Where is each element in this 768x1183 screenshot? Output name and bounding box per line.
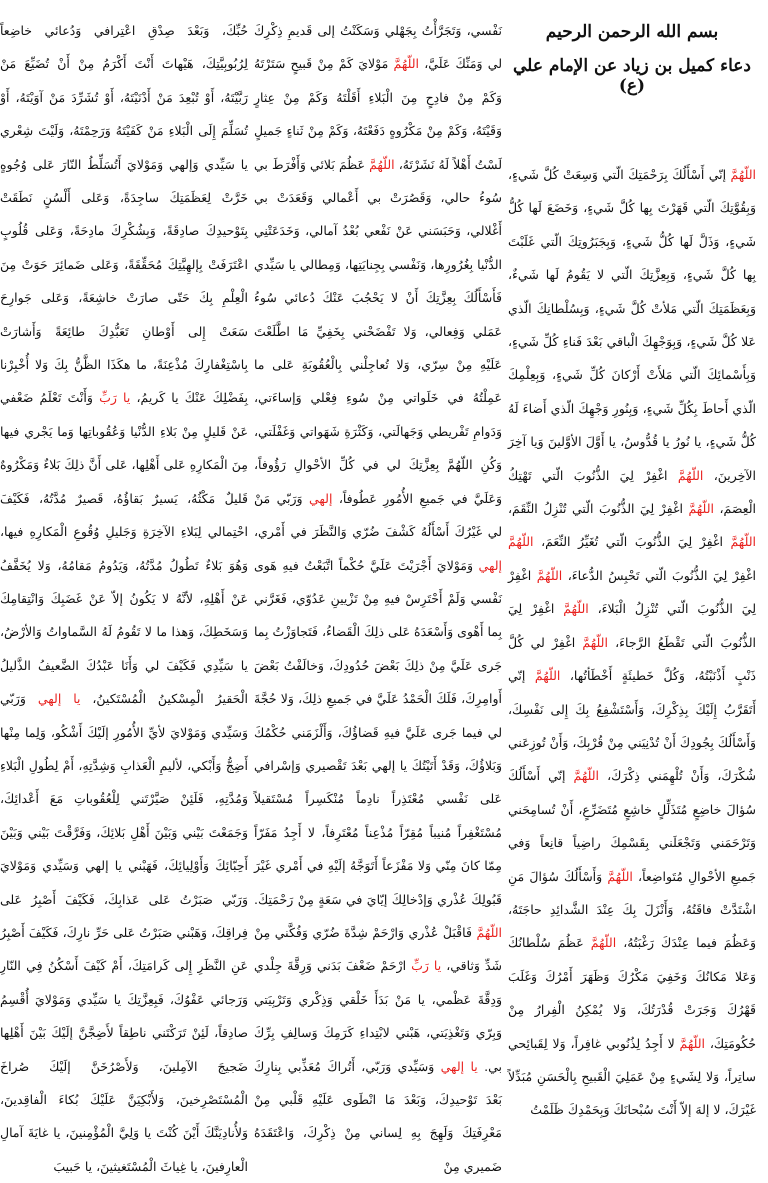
document-header	[508, 14, 756, 96]
prayer-text-segment: عَظُمَ بَلائي وَأَفْرَطَ بي سُوءُ حالي، وَقَصُرَتْ بي أَعْمالي وَقَعَدَتْ بي أَغْلالي، وَحَبَسَني عَنْ نَفْعي بُعْدُ آمالي، وَخَدَعَتْنِي الدُّنْيا بِغُرُورِها، وَنَفْسي بِجِنايَتِها، وَمِطالي يا سَيِّدي فَأَسْأَلُكَ بِعِزَّتِكَ أَنْ لا يَحْجُبَ عَنْكَ دُعائي سُوءُ عَمَلي وَفِعالي، وَلا تَفْضَحْني بِخَفِيِّ مَا اطَّلَعْتَ عَلَيْهِ مِنْ سِرّي، وَلا تُعاجِلْني بِالْعُقُوبَةِ عَلى ما عَمِلْتُهُ في خَلَواتي مِنْ سُوءِ فِعْلي وَإساءَتي، وَدَوامِ تَفْريطي وَجَهالَتي، وَكَثْرَةِ شَهَواتي وَغَفْلَتي، وَكُنِ	[254, 156, 502, 473]
prayer-text-segment: بِعِزَّتِكَ لي في كُلِّ الأحْوالِ رَؤُوفاً، وَعَلَيَّ في جَميعِ الأُمُورِ عَطُوفاً،	[254, 457, 502, 506]
invocation-highlight: إلهي	[308, 490, 333, 506]
prayer-text-segment: فَاقْبَلْ عُذْري وَارْحَمْ شِدَّةَ ضُرّي وَفُكَّني مِنْ شَدِّ وَثاقي،	[254, 924, 503, 974]
invocation-highlight: يا إلهي	[37, 691, 81, 707]
prayer-text-segment: لا أَجِدُ لِذُنُوبي غافِراً، وَلا لِقَبائِحي ساتِراً، وَلا لِشَيءٍ مِنْ عَمَلِيَ الْقَبيحِ بِالْحَسَنِ مُبَدِّلاً غَيْرَكَ، لا إلهَ إلاّ أَنْتَ سُبْحانَكَ وَبِحَمْدِكَ ظَلَمْتُ	[508, 1035, 756, 1118]
prayer-text-segment: إنّي أَسْأَلُكَ سُؤالَ خاضِعٍ مُتَذَلِّلٍ خاشِعٍ مُتَضَرِّعٍ، أَنْ تُسامِحَني وَتَرْحَمَني وَتَجْعَلَني بِقَسْمِكَ راضِياً قانِعاً وَفي جَميعِ الأحْوالِ مُتَواضِعاً،	[508, 768, 756, 884]
invocation-highlight: اللّهُمَّ	[730, 167, 756, 182]
invocation-highlight: اللّهُمَّ	[607, 868, 633, 884]
invocation-highlight: اللّهُمَّ	[730, 534, 756, 550]
prayer-text-segment: اغْفِرْ لِيَ الذُّنُوبَ الّتي تَقْطَعُ الرَّجاءَ،	[508, 601, 757, 650]
page-title: دعاء كميل بن زياد عن الإمام علي (ع)	[513, 56, 751, 96]
basmala: بسم الله الرحمن الرحيم	[545, 22, 719, 42]
prayer-text-segment: اغْفِرْ لي كُلَّ ذَنْبٍ أَذْنَبْتُهُ، وَكُلَّ خَطيئَةٍ أَخْطَأتُها،	[508, 634, 756, 684]
invocation-highlight: اللّهُمَّ	[508, 534, 534, 550]
prayer-text-segment: حُبِّكَ، وَبَعْدَ صِدْقِ اعْتِرافي وَدُعائي خاضِعاً لِرُبُوبِيَّتِكَ، هَيْهاتَ أَنْتَ أَكْرَمُ مِنْ أَنْ تُضَيِّعَ مَنْ رَبَّيْتَهُ، أَوْ تُبْعِدَ مَنْ أَدْنَيْتَهُ، أَوْ تُشَرِّدَ مَنْ آوَيْتَهُ، أَوْ تُسَلِّمَ إِلَى الْبَلاءِ مَنْ كَفَيْتَهُ وَرَحِمْتَهُ، وَلَيْتَ شِعْري يا سَيِّدي وَإلهي وَمَوْلايَ أَتُسَلِّطُ النّارَ عَلى وُجُوهٍ خَرَّتْ لِعَظَمَتِكَ ساجِدَةً، وَعَلى أَلْسُنٍ نَطَقَتْ بِتَوْحيدِكَ صادِقَةً، وَبِشُكْرِكَ مادِحَةً، وَعَلى قُلُوبٍ اعْتَرَفَتْ بِإلهِيَّتِكَ مُحَقِّقَةً، وَعَلى ضَمائِرَ حَوَتْ مِنَ الْعِلْمِ بِكَ حَتّى صارَتْ خاشِعَةً، وَعَلى جَوارِحَ سَعَتْ إِلى أَوْطانِ تَعَبُّدِكَ طائِعَةً وَأَشارَتْ بِاسْتِغْفارِكَ مُذْعِنَةً، ما هكَذَا الظَّنُّ بِكَ وَلا أُخْبِرْنا بِفَضْلِكَ عَنْكَ يا كَريمُ،	[0, 23, 248, 406]
prayer-text-segment: وَسَيِّدي وَرَبّي، أَتُراكَ مُعَذِّبي بِنارِكَ بَعْدَ تَوْحيدِكَ، وَبَعْدَ مَا انْطَوى عَلَيْهِ قَلْبي مِنْ مَعْرِفَتِكَ وَلَهِجَ بِهِ لِساني مِنْ ذِكْرِكَ، وَاعْتَقَدَهُ ضَميري مِنْ	[254, 1058, 502, 1174]
prayer-text-segment: اغْفِرْ لِيَ الذُّنُوبَ الّتي تَهْتِكُ الْعِصَمَ،	[508, 467, 756, 517]
prayer-text-segment: اغْفِرْ لِيَ الذُّنُوبَ الّتي تَحْبِسُ الدُّعاءَ،	[562, 567, 756, 583]
invocation-highlight: إلهي	[478, 557, 502, 573]
invocation-highlight: اللّهُمَّ	[369, 156, 395, 172]
column-middle	[254, 14, 502, 1183]
invocation-highlight: اللّهُمَّ	[688, 501, 714, 517]
prayer-text-column-2	[254, 14, 502, 1183]
invocation-highlight: يا إلهي	[440, 1058, 478, 1074]
invocation-highlight: اللّهُمَّ	[679, 1035, 706, 1051]
prayer-text-segment: وَأَسْأَلُكَ سُؤالَ مَنِ اشْتَدَّتْ فاقَتُهُ، وَأَنْزَلَ بِكَ عِنْدَ الشَّدائِدِ حاجَتَهُ، وَعَظُمَ فيما عِنْدَكَ رَغْبَتُهُ،	[508, 868, 756, 951]
prayer-text-column-3	[0, 14, 248, 1183]
invocation-highlight: اللّهُمَّ	[476, 924, 502, 940]
invocation-highlight: اللّهُمَّ	[677, 467, 704, 483]
prayer-text-segment: وَرَبّي وَسَيِّدي وَمَوْلايَ لأيِّ الأُمُورِ إلَيْكَ أَشْكُو، وَلِما مِنْها أَضِجُّ وَأَبْكي، لأليمِ الْعَذابِ وَشِدَّتِهِ، أَمْ لِطُولِ الْبَلاءِ وَمُدَّتِهِ، فَلَئِنْ صَيَّرْتَني لِلْعُقُوباتِ مَعَ أَعْدائِكَ، وَجَمَعْتَ بَيْني وَبَيْنَ أَهْلِ بَلائِكَ، وَفَرَّقْتَ بَيْني وَبَيْنَ أَحِبّائِكَ وَأَوْلِيائِكَ، فَهَبْني يا إلهي وَسَيِّدي وَمَوْلايَ وَرَبّي صَبَرْتُ عَلى عَذابِكَ، فَكَيْفَ أَصْبِرُ عَلى فِراقِكَ، وَهَبْني صَبَرْتُ عَلى حَرِّ نارِكَ، فَكَيْفَ أَصْبِرُ عَنِ النَّظَرِ إِلى كَرامَتِكَ، أَمْ كَيْفَ أَسْكُنُ فِي النّارِ وَرَجائي عَفْوُكَ، فَبِعِزَّتِكَ يا سَيِّدي وَمَوْلايَ أُقْسِمُ صادِقاً، لَئِنْ تَرَكْتَني ناطِقاً لأَضِجَّنَّ إلَيْكَ بَيْنَ أَهْلِها ضَجيجَ الآمِلينَ، وَلأَصْرُخَنَّ إلَيْكَ صُراخَ الْمُسْتَصْرِخينَ، وَلأَبْكِيَنَّ عَلَيْكَ بُكاءَ الْفاقِدينَ، وَلأُنادِيَنَّكَ أَيْنَ كُنْتَ يا وَلِيَّ الْمُؤْمِنينَ، يا غايَةَ آمالِ الْعارِفينَ، يا غِياثَ الْمُسْتَغيثينَ، يا حَبيبَ	[0, 691, 248, 1174]
prayer-text-segment: ارْحَمْ ضَعْفَ بَدَني وَرِقَّةَ جِلْدي وَدِقَّةَ عَظْمي، يا مَنْ بَدَأَ خَلْقي وَذِكْري وَتَرْبِيَتي وَبِرّي وَتَغْذِيَتي، هَبْني لابْتِداءِ كَرَمِكَ وَسالِفِ بِرِّكَ بي.	[254, 958, 502, 1074]
prayer-text-segment: عَظُمَ سُلْطانُكَ وَعَلا مَكانُكَ وَخَفِيَ مَكْرُكَ وَظَهَرَ أَمْرُكَ وَغَلَبَ قَهْرُكَ وَجَرَتْ قُدْرَتُكَ، وَلا يُمْكِنُ الْفِرارُ مِنْ حُكُومَتِكَ،	[508, 935, 756, 1051]
prayer-text-segment: وَرَبّي مَنْ لي غَيْرُكَ أَسْأَلُهُ كَشْفَ ضُرّي وَالنَّظَرَ في أَمْري،	[254, 490, 502, 540]
prayer-text-segment: اغْفِرْ لِيَ الذُّنُوبَ الّتي تُغَيِّرُ النِّعَمَ،	[533, 534, 731, 550]
prayer-text-segment: مَوْلايَ كَمْ مِنْ قَبيحٍ سَتَرْتَهُ وَكَمْ مِنْ فادِحٍ مِنَ الْبَلاءِ أَقَلْتَهُ وَكَمْ مِنْ عِثارٍ وَقَيْتَهُ، وَكَمْ مِنْ مَكْرُوهٍ دَفَعْتَهُ، وَكَمْ مِنْ ثَناءٍ جَميلٍ لَسْتُ أَهْلاً لَهُ نَشَرْتَهُ،	[254, 56, 502, 172]
invocation-highlight: اللّهُمَّ	[536, 567, 563, 583]
prayer-text-segment: اللّهُمَّ	[447, 457, 473, 473]
invocation-highlight: اللّهُمَّ	[534, 668, 561, 684]
prayer-text-column-1	[508, 158, 756, 1127]
invocation-highlight: اللّهُمَّ	[582, 634, 608, 650]
invocation-highlight: اللّهُمَّ	[590, 935, 617, 951]
invocation-highlight: اللّهُمَّ	[393, 56, 420, 72]
prayer-text-segment: نَفْسي، وَتَجَرَّأْتُ بِجَهْلي وَسَكَنْتُ إلى قَديمِ ذِكْرِكَ لي وَمَنِّكَ عَلَيَّ،	[254, 23, 502, 72]
prayer-text-segment: وَأَنْتَ تَعْلَمُ ضَعْفي عَنْ قَليلٍ مِنْ بَلاءِ الدُّنْيا وَعُقُوباتِها وَما يَجْري فيها مِنَ الْمَكارِهِ عَلى أَهْلِها، عَلى أَنَّ ذلِكَ بَلاءٌ وَمَكْرُوهٌ قَليلٌ مَكْثُهُ، يَسيرٌ بَقاؤُهُ، قَصيرٌ مُدَّتُهُ، فَكَيْفَ احْتِمالي لِبَلاءِ الآخِرَةِ وَجَليلِ وُقُوعِ الْمَكارِهِ فيها، وَهُوَ بَلاءٌ تَطُولُ مُدَّتُهُ، وَيَدُومُ مَقامُهُ، وَلا يُخَفَّفُ عَنْ أَهْلِهِ، لأنَّهُ لا يَكُونُ إلاّ عَنْ غَضَبِكَ وَانْتِقامِكَ وَسَخَطِكَ، وَهذا ما لا تَقُومُ لَهُ السَّماواتُ وَالأرْضُ، يا سَيِّدِي فَكَيْفَ لي وَأَنَا عَبْدُكَ الضَّعيفُ الذَّليلُ الْحَقيرُ الْمِسْكينُ الْمُسْتَكينُ،	[0, 390, 248, 707]
column-left	[0, 14, 248, 1183]
prayer-text-segment: اغْفِرْ لِيَ الذُّنُوبَ الّتي تُنْزِلُ الْبَلاءَ،	[508, 567, 756, 617]
prayer-text-segment: إنّي أَسْأَلُكَ بِرَحْمَتِكَ الّتي وَسِعَتْ كُلَّ شَيءٍ، وَبِقُوَّتِكَ الّتي قَهَرْتَ بِها كُلَّ شَيءٍ، وَخَضَعَ لَها كُلُّ شَيءٍ، وَذَلَّ لَها كُلُّ شَيءٍ، وَبِجَبَرُوتِكَ الّتي غَلَبْتَ بِها كُلَّ شَيءٍ، وَبِعِزَّتِكَ الّتي لا يَقُومُ لَها شَيءٌ، وَبِعَظَمَتِكَ الّتي مَلأتْ كُلَّ شَيءٍ، وَبِسُلْطانِكَ الّذي عَلا كُلَّ شَيءٍ، وَبِوَجْهِكَ الْباقي بَعْدَ فَناءِ كُلِّ شَيءٍ، وَبِأَسْمائِكَ الّتي مَلأَتْ أَرْكانَ كُلِّ شَيءٍ، وَبِعِلْمِكَ الّذي أَحاطَ بِكُلِّ شَيءٍ، وَبِنُورِ وَجْهِكَ الّذي أَضاءَ لَهُ كُلُّ شَيءٍ، يا نُورُ يا قُدُّوسُ، يا أَوَّلَ الأوَّلينَ وَيا آخِرَ الآخِرينَ،	[508, 167, 756, 483]
prayer-text-segment: اغْفِرْ لِيَ الذُّنُوبَ الّتي تُنْزِلُ النِّقَمَ،	[508, 501, 689, 517]
invocation-highlight: يا رَبِّ	[411, 958, 442, 974]
prayer-text-segment: وَمَوْلايَ أَجْرَيْتَ عَلَيَّ حُكْماً اتَّبَعْتُ فيهِ هَوى نَفْسي وَلَمْ أَحْتَرِسْ فيهِ مِنْ تَزْيينِ عَدُوّي، فَغَرَّني بِما أَهْوى وَأَسْعَدَهُ عَلى ذلِكَ الْقَضاءُ، فَتَجاوَزْتُ بِما جَرى عَلَيَّ مِنْ ذلِكَ بَعْضَ حُدُودِكَ، وَخالَفْتُ بَعْضَ أَوامِرِكَ، فَلَكَ الْحَمْدُ عَلَيَّ في جَميعِ ذلِكَ، وَلا حُجَّةَ لي فيما جَرى عَلَيَّ فيهِ قَضاؤُكَ، وَأَلْزَمَني حُكْمُكَ وَبَلاؤُكَ، وَقَدْ أَتَيْتُكَ يا إلهي بَعْدَ تَقْصيري وَإسْرافي عَلى نَفْسي مُعْتَذِراً نادِماً مُنْكَسِراً مُسْتَقيلاً مُسْتَغْفِراً مُنيباً مُقِرّاً مُذْعِناً مُعْتَرِفاً، لا أَجِدُ مَفَرّاً مِمّا كانَ مِنّي وَلا مَفْزَعاً أَتَوَجَّهُ إلَيْهِ في أَمْري غَيْرَ قَبُولِكَ عُذْري وَإدْخالِكَ إيّايَ في سَعَةٍ مِنْ رَحْمَتِكَ.	[254, 557, 502, 907]
prayer-text-segment: إنّي أَتَقَرَّبُ إِلَيْكَ بِذِكْرِكَ، وَأَسْتَشْفِعُ بِكَ إِلى نَفْسِكَ، وَأَسْأَلُكَ بِجُودِكَ أَنْ تُدْنِيَني مِنْ قُرْبِكَ، وَأَنْ تُوزِعَني شُكْرَكَ، وَأَنْ تُلْهِمَني ذِكْرَكَ،	[508, 668, 756, 784]
invocation-highlight: يا رَبِّ	[99, 390, 131, 406]
invocation-highlight: اللّهُمَّ	[563, 601, 589, 617]
column-right	[508, 14, 756, 1183]
invocation-highlight: اللّهُمَّ	[573, 768, 600, 784]
